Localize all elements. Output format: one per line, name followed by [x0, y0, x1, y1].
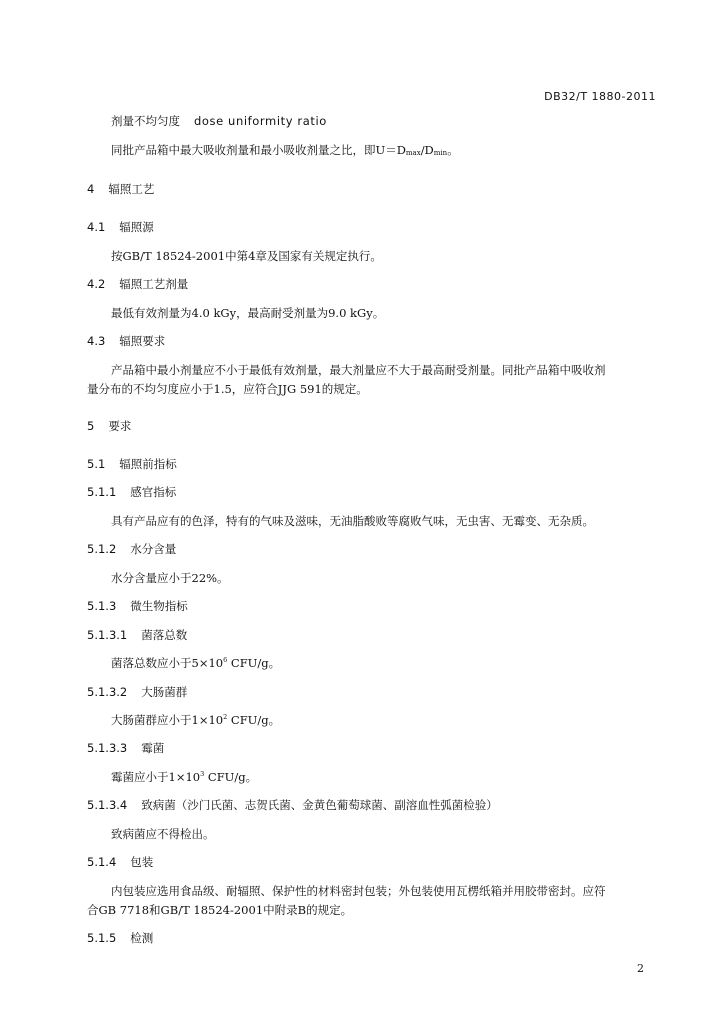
text-prefix: 霉菌应小于1×10 [111, 770, 201, 784]
section-number: 5.1.3.2 [87, 685, 128, 699]
section-5-1-3-4-heading [87, 797, 498, 813]
text-suffix: CFU/g。 [204, 770, 258, 784]
standard-code: DB32/T 1880-2011 [544, 90, 656, 103]
section-title: 检测 [130, 931, 154, 945]
text-suffix: CFU/g。 [227, 713, 281, 727]
section-number: 4.2 [87, 277, 106, 291]
page-number: 2 [637, 962, 644, 975]
section-number: 4.3 [87, 334, 106, 348]
section-4-heading [87, 181, 154, 197]
subscript-max: max [405, 149, 421, 157]
section-title: 包装 [130, 855, 154, 869]
text-prefix: 菌落总数应小于5×10 [111, 656, 224, 670]
section-title: 大肠菌群 [141, 685, 188, 699]
section-title: 霉菌 [141, 741, 165, 755]
section-number: 5.1.3 [87, 599, 117, 613]
text-prefix: 大肠菌群应小于1×10 [111, 713, 224, 727]
term-heading [111, 113, 327, 129]
section-5-1-3-1-text [111, 655, 280, 671]
section-number: 5.1.5 [87, 931, 117, 945]
section-number: 5.1.3.4 [87, 798, 128, 812]
section-number: 5.1.2 [87, 542, 117, 556]
section-title: 要求 [108, 419, 132, 433]
section-5-1-1-heading [87, 484, 176, 500]
definition-text-prefix: 同批产品箱中最大吸收剂量和最小吸收剂量之比，即U＝D [111, 143, 406, 157]
term-definition [111, 142, 459, 158]
section-title: 辐照要求 [119, 334, 166, 348]
section-5-1-4-heading [87, 854, 153, 870]
section-title: 水分含量 [130, 542, 177, 556]
section-title: 辐照前指标 [119, 457, 177, 471]
section-4-2-heading [87, 276, 188, 292]
section-5-heading [87, 418, 131, 434]
section-4-3-heading [87, 333, 165, 349]
section-number: 5.1.4 [87, 855, 117, 869]
section-5-1-2-text: 水分含量应小于22%。 [111, 571, 229, 585]
section-5-1-4-text-line2: 合GB 7718和GB/T 18524-2001中附录B的规定。 [87, 903, 353, 917]
term-cn: 剂量不均匀度 [111, 114, 180, 128]
section-5-1-3-2-heading [87, 684, 187, 700]
subscript-min: min [433, 149, 448, 157]
section-title: 辐照工艺 [108, 182, 155, 196]
section-number: 4 [87, 182, 95, 196]
section-5-1-5-heading [87, 930, 153, 946]
section-4-2-text: 最低有效剂量为4.0 kGy，最高耐受剂量为9.0 kGy。 [111, 306, 385, 320]
section-number: 5.1.3.1 [87, 628, 128, 642]
section-title: 致病菌（沙门氏菌、志贺氏菌、金黄色葡萄球菌、副溶血性弧菌检验） [141, 798, 498, 812]
section-title: 微生物指标 [130, 599, 188, 613]
exponent: 2 [223, 713, 228, 721]
term-en: dose uniformity ratio [194, 114, 327, 128]
section-5-1-3-3-text [111, 769, 257, 785]
definition-text-mid: /D [420, 143, 434, 157]
section-5-1-3-heading [87, 598, 188, 614]
section-5-1-3-2-text [111, 712, 280, 728]
section-4-3-text-line1: 产品箱中最小剂量应不小于最低有效剂量，最大剂量应不大于最高耐受剂量。同批产品箱中吸收剂 [111, 363, 606, 377]
section-title: 感官指标 [130, 485, 177, 499]
text-suffix: CFU/g。 [227, 656, 281, 670]
section-title: 菌落总数 [141, 628, 188, 642]
section-4-3-text-line2: 量分布的不均匀度应小于1.5，应符合JJG 591的规定。 [87, 382, 368, 396]
section-number: 5 [87, 419, 95, 433]
section-5-1-2-heading [87, 541, 176, 557]
section-5-1-3-3-heading [87, 740, 164, 756]
section-5-1-heading [87, 456, 177, 472]
section-number: 5.1 [87, 457, 106, 471]
section-title: 辐照源 [119, 220, 154, 234]
section-5-1-4-text-line1: 内包装应选用食品级、耐辐照、保护性的材料密封包装；外包装使用瓦楞纸箱并用胶带密封。应符 [111, 884, 606, 898]
exponent: 6 [223, 656, 228, 664]
section-number: 4.1 [87, 220, 106, 234]
section-4-1-text: 按GB/T 18524-2001中第4章及国家有关规定执行。 [111, 249, 382, 263]
section-4-1-heading [87, 219, 154, 235]
definition-text-end: 。 [447, 143, 459, 157]
exponent: 3 [200, 770, 205, 778]
section-5-1-3-4-text: 致病菌应不得检出。 [111, 827, 215, 841]
section-5-1-3-1-heading [87, 627, 187, 643]
section-5-1-1-text: 具有产品应有的色泽，特有的气味及滋味，无油脂酸败等腐败气味，无虫害、无霉变、无杂质。 [111, 514, 594, 528]
section-number: 5.1.1 [87, 485, 117, 499]
section-number: 5.1.3.3 [87, 741, 128, 755]
section-title: 辐照工艺剂量 [119, 277, 189, 291]
